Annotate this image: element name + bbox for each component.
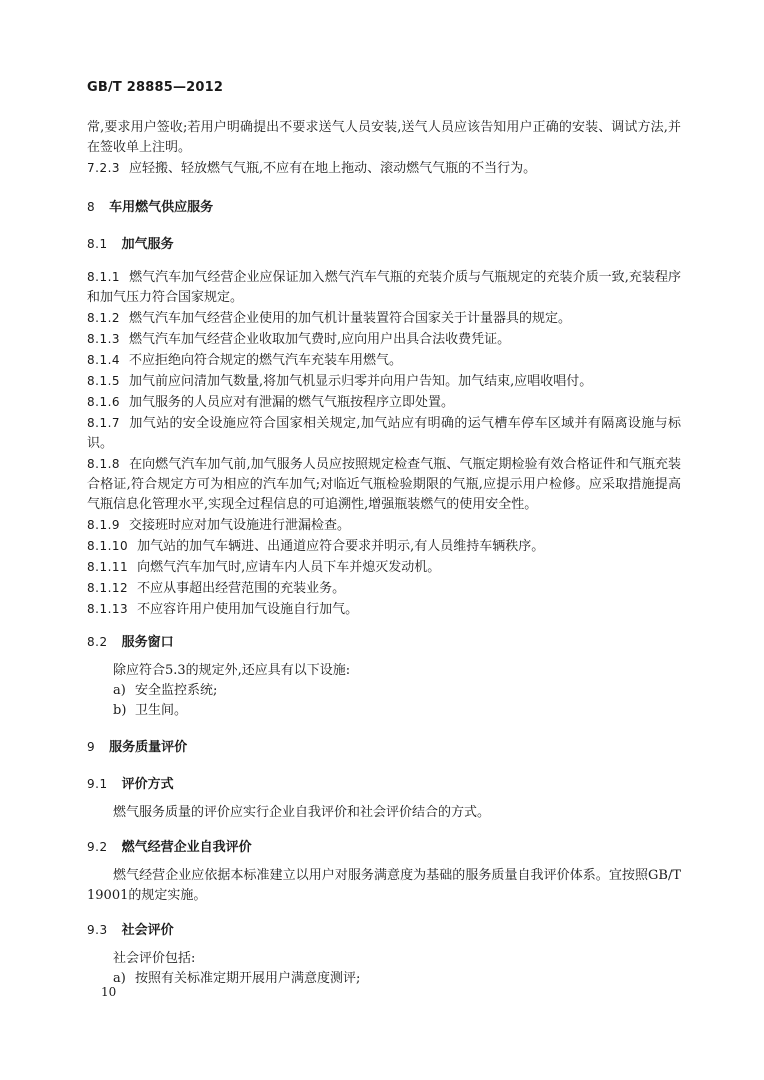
clause-text: 加气站的安全设施应符合国家相关规定,加气站应有明确的运气槽车停车区域并有隔离设施与标识。 bbox=[87, 416, 681, 451]
standard-code-header: GB/T 28885—2012 bbox=[87, 80, 224, 95]
clause-number: 8.1.8 bbox=[87, 457, 121, 471]
section-title: 燃气经营企业自我评价 bbox=[121, 840, 252, 855]
clause-item bbox=[87, 267, 681, 308]
clause-number: 8.1.7 bbox=[87, 416, 121, 430]
clause-item bbox=[87, 515, 681, 536]
section-9-heading bbox=[87, 737, 681, 758]
section-number: 8.1 bbox=[87, 237, 108, 251]
list-marker: a) bbox=[113, 683, 126, 698]
clause-text: 应轻搬、轻放燃气气瓶,不应有在地上拖动、滚动燃气气瓶的不当行为。 bbox=[129, 161, 537, 176]
clause-item bbox=[87, 454, 681, 515]
clause-item bbox=[87, 557, 681, 578]
clause-number: 8.1.2 bbox=[87, 311, 121, 325]
section-title: 服务质量评价 bbox=[109, 740, 188, 755]
clause-text: 加气服务的人员应对有泄漏的燃气气瓶按程序立即处置。 bbox=[129, 395, 455, 410]
list-item bbox=[87, 681, 681, 701]
clause-list-8-1 bbox=[87, 267, 681, 620]
list-item bbox=[87, 969, 681, 989]
clause-text: 燃气汽车加气经营企业应保证加入燃气汽车气瓶的充装介质与气瓶规定的充装介质一致,充装程序和加气压力符合国家规定。 bbox=[87, 270, 681, 305]
section-8-heading bbox=[87, 197, 681, 218]
clause-text: 交接班时应对加气设施进行泄漏检查。 bbox=[129, 518, 351, 533]
section-title: 服务窗口 bbox=[121, 635, 174, 650]
list-text: 按照有关标准定期开展用户满意度测评; bbox=[135, 971, 361, 986]
section-9-1-heading bbox=[87, 774, 681, 795]
clause-7-2-3 bbox=[87, 158, 681, 179]
clause-text: 在向燃气汽车加气前,加气服务人员应按照规定检查气瓶、气瓶定期检验有效合格证件和气瓶充装合格证,符合规定方可为相应的汽车加气;对临近气瓶检验期限的气瓶,应提示用户检修。应采取措施提高气瓶信息化管理水平,实现全过程信息的可追溯性,增强瓶装燃气的使用安全性。 bbox=[87, 457, 681, 512]
section-title: 评价方式 bbox=[121, 777, 174, 792]
section-9-2-text: 燃气经营企业应依据本标准建立以用户对服务满意度为基础的服务质量自我评价体系。宜按照GB/T 19001的规定实施。 bbox=[87, 868, 681, 903]
clause-number: 8.1.10 bbox=[87, 539, 129, 553]
section-number: 9 bbox=[87, 740, 96, 754]
document-body bbox=[87, 118, 681, 989]
section-9-2-heading bbox=[87, 837, 681, 858]
clause-item bbox=[87, 578, 681, 599]
list-item bbox=[87, 701, 681, 721]
clause-item bbox=[87, 392, 681, 413]
clause-item bbox=[87, 308, 681, 329]
list-text: 卫生间。 bbox=[135, 703, 188, 718]
clause-number: 8.1.11 bbox=[87, 560, 129, 574]
clause-number: 8.1.4 bbox=[87, 353, 121, 367]
clause-item bbox=[87, 413, 681, 454]
section-9-3-intro: 社会评价包括: bbox=[113, 951, 196, 966]
clause-number: 8.1.6 bbox=[87, 395, 121, 409]
section-number: 8.2 bbox=[87, 635, 108, 649]
clause-number: 8.1.3 bbox=[87, 332, 121, 346]
section-9-3-heading bbox=[87, 920, 681, 941]
clause-text: 不应从事超出经营范围的充装业务。 bbox=[137, 581, 346, 596]
list-text: 安全监控系统; bbox=[135, 683, 218, 698]
list-marker: a) bbox=[113, 971, 126, 986]
clause-item bbox=[87, 371, 681, 392]
clause-number: 8.1.12 bbox=[87, 581, 129, 595]
page-number: 10 bbox=[101, 985, 117, 999]
section-number: 9.2 bbox=[87, 840, 108, 854]
clause-text: 加气前应问清加气数量,将加气机显示归零并向用户告知。加气结束,应唱收唱付。 bbox=[129, 374, 593, 389]
clause-text: 加气站的加气车辆进、出通道应符合要求并明示,有人员维持车辆秩序。 bbox=[137, 539, 545, 554]
clause-item bbox=[87, 536, 681, 557]
section-title: 加气服务 bbox=[121, 237, 174, 252]
continuation-paragraph: 常,要求用户签收;若用户明确提出不要求送气人员安装,送气人员应该告知用户正确的安装、调试方法,并在签收单上注明。 bbox=[87, 120, 681, 155]
clause-text: 不应容许用户使用加气设施自行加气。 bbox=[137, 602, 359, 617]
section-8-2-heading bbox=[87, 632, 681, 653]
clause-number: 8.1.13 bbox=[87, 602, 129, 616]
section-number: 8 bbox=[87, 200, 96, 214]
clause-number: 8.1.9 bbox=[87, 518, 121, 532]
clause-item bbox=[87, 350, 681, 371]
section-title: 车用燃气供应服务 bbox=[109, 200, 214, 215]
clause-text: 燃气汽车加气经营企业收取加气费时,应向用户出具合法收费凭证。 bbox=[129, 332, 511, 347]
section-number: 9.1 bbox=[87, 777, 108, 791]
clause-number: 8.1.1 bbox=[87, 270, 121, 284]
clause-item bbox=[87, 329, 681, 350]
clause-text: 不应拒绝向符合规定的燃气汽车充装车用燃气。 bbox=[129, 353, 403, 368]
section-8-1-heading bbox=[87, 234, 681, 255]
clause-text: 燃气汽车加气经营企业使用的加气机计量装置符合国家关于计量器具的规定。 bbox=[129, 311, 572, 326]
section-9-1-text: 燃气服务质量的评价应实行企业自我评价和社会评价结合的方式。 bbox=[113, 805, 491, 820]
clause-text: 向燃气汽车加气时,应请车内人员下车并熄灭发动机。 bbox=[137, 560, 441, 575]
list-marker: b) bbox=[113, 703, 127, 718]
section-title: 社会评价 bbox=[121, 923, 174, 938]
section-8-2-intro: 除应符合5.3的规定外,还应具有以下设施: bbox=[113, 663, 351, 678]
clause-item bbox=[87, 599, 681, 620]
clause-number: 7.2.3 bbox=[87, 161, 121, 175]
clause-number: 8.1.5 bbox=[87, 374, 121, 388]
section-number: 9.3 bbox=[87, 923, 108, 937]
